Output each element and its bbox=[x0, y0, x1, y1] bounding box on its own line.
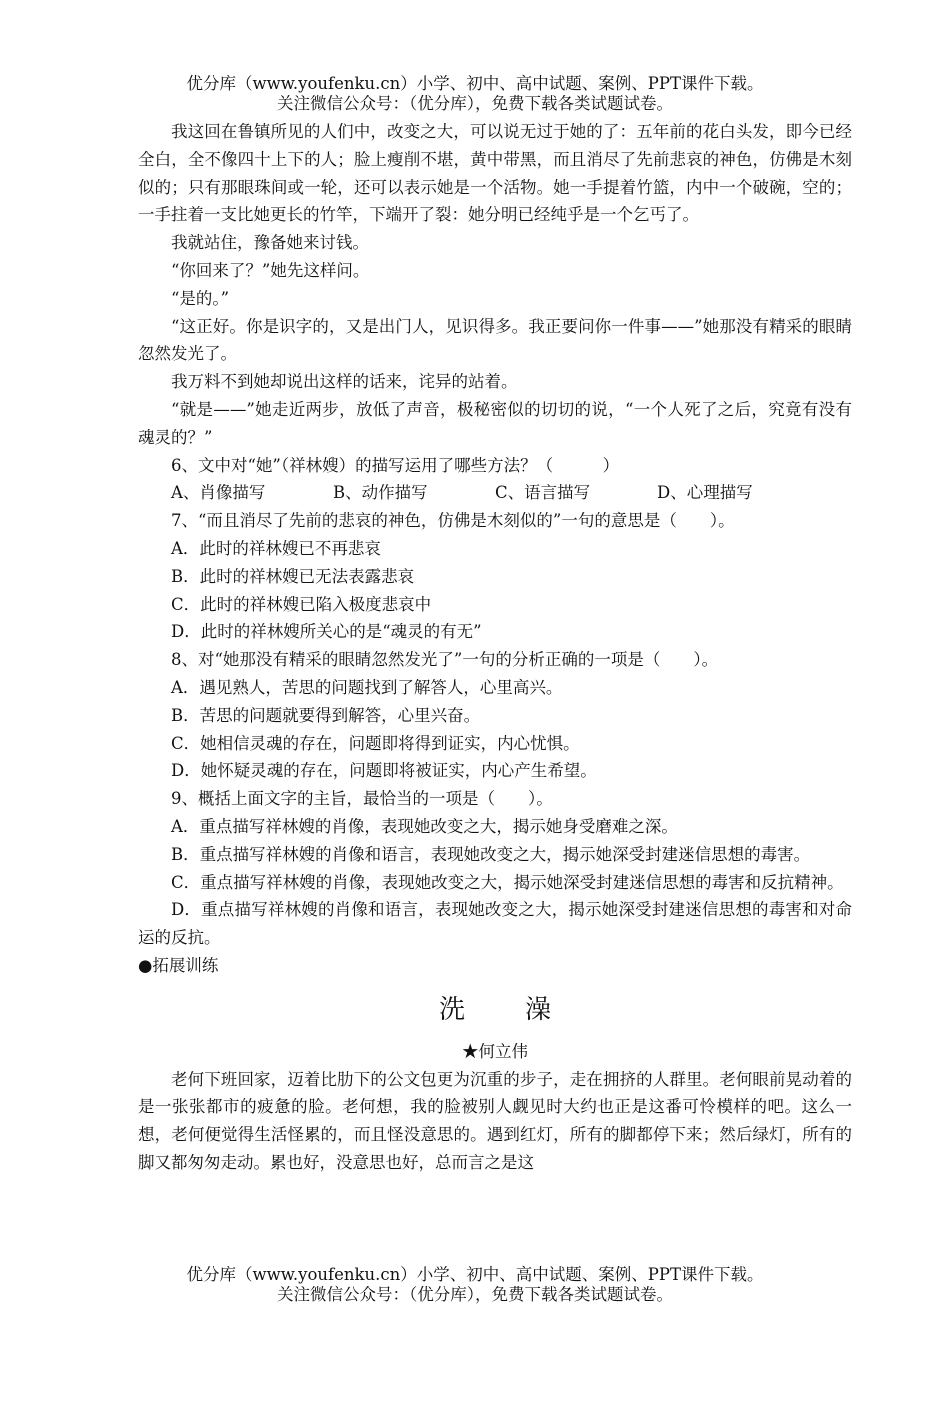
story-title-char-1: 洗 bbox=[438, 994, 465, 1025]
passage-paragraph: “这正好。你是识字的，又是出门人，见识得多。我正要问你一件事——”她那没有精采的眼睛忽然发光了。 bbox=[138, 316, 852, 364]
question-7-stem: 7、“而且消尽了先前的悲哀的神色，仿佛是木刻似的”一句的意思是（ ）。 bbox=[171, 511, 735, 531]
story-title bbox=[138, 984, 852, 1036]
question-8-option-a: A．遇见熟人，苦思的问题找到了解答人，心里高兴。 bbox=[171, 677, 563, 697]
question-9-option-c: C．重点描写祥林嫂的肖像，表现她改变之大，揭示她深受封建迷信思想的毒害和反抗精神。 bbox=[171, 872, 844, 892]
header-line-2: 关注微信公众号：（优分库），免费下载各类试题试卷。 bbox=[277, 94, 673, 113]
page-header bbox=[0, 74, 950, 114]
question-6-options bbox=[138, 479, 852, 507]
section-label: ●拓展训练 bbox=[138, 955, 219, 975]
question-8-option-b: B．苦思的问题就要得到解答，心里兴奋。 bbox=[171, 705, 481, 725]
question-6-option-c: C、语言描写 bbox=[495, 483, 591, 503]
passage-paragraph: “就是——”她走近两步，放低了声音，极秘密似的切切的说，“一个人死了之后，究竟有没有魂灵的？” bbox=[138, 399, 852, 447]
question-9-option-d: D．重点描写祥林嫂的肖像和语言，表现她改变之大，揭示她深受封建迷信思想的毒害和对命运的反抗。 bbox=[138, 900, 852, 948]
passage-paragraph: “你回来了？”她先这样问。 bbox=[171, 260, 370, 280]
question-8-option-c: C．她相信灵魂的存在，问题即将得到证实，内心忧惧。 bbox=[171, 733, 580, 753]
question-6-option-a: A、肖像描写 bbox=[171, 483, 266, 503]
question-6-stem: 6、文中对“她”（祥林嫂）的描写运用了哪些方法？（ ） bbox=[171, 455, 620, 475]
page-footer bbox=[0, 1265, 950, 1305]
passage-paragraph: 我就站住，豫备她来讨钱。 bbox=[171, 233, 369, 253]
story-title-char-2: 澡 bbox=[525, 994, 552, 1025]
question-6-option-b: B、动作描写 bbox=[333, 483, 428, 503]
footer-line-1: 优分库（www.youfenku.cn）小学、初中、高中试题、案例、PPT课件下载。 bbox=[186, 1265, 764, 1284]
question-8-stem: 8、对“她那没有精采的眼睛忽然发光了”一句的分析正确的一项是（ ）。 bbox=[171, 650, 719, 670]
header-line-1: 优分库（www.youfenku.cn）小学、初中、高中试题、案例、PPT课件下载。 bbox=[186, 74, 764, 93]
document-body bbox=[138, 118, 852, 1177]
story-author: ★何立伟 bbox=[462, 1041, 528, 1061]
question-6-option-d: D、心理描写 bbox=[657, 483, 753, 503]
question-9-option-a: A．重点描写祥林嫂的肖像，表现她改变之大，揭示她身受磨难之深。 bbox=[171, 816, 678, 836]
question-7-option-c: C．此时的祥林嫂已陷入极度悲哀中 bbox=[171, 594, 432, 614]
question-8-option-d: D．她怀疑灵魂的存在，问题即将被证实，内心产生希望。 bbox=[171, 761, 597, 781]
question-7-option-d: D．此时的祥林嫂所关心的是“魂灵的有无” bbox=[171, 622, 482, 642]
question-9-option-b: B．重点描写祥林嫂的肖像和语言，表现她改变之大，揭示她深受封建迷信思想的毒害。 bbox=[171, 844, 811, 864]
passage-paragraph: 我这回在鲁镇所见的人们中，改变之大，可以说无过于她的了：五年前的花白头发，即今已经全白，全不像四十上下的人；脸上瘦削不堪，黄中带黑，而且消尽了先前悲哀的神色，仿佛是木刻似的；只有那眼珠间或一轮，还可以表示她是一个活物。她一手提着竹篮，内中一个破碗，空的；一手拄着一支比她更长的竹竿，下端开了裂：她分明已经纯乎是一个乞丐了。 bbox=[138, 122, 852, 225]
story-paragraph: 老何下班回家，迈着比肋下的公文包更为沉重的步子，走在拥挤的人群里。老何眼前晃动着的是一张张都市的疲惫的脸。老何想，我的脸被别人觑见时大约也正是这番可怜模样的吧。这么一想，老何便觉得生活怪累的，而且怪没意思的。遇到红灯，所有的脚都停下来；然后绿灯，所有的脚又都匆匆走动。累也好，没意思也好，总而言之是这 bbox=[138, 1069, 852, 1172]
passage-paragraph: “是的。” bbox=[171, 288, 230, 308]
question-7-option-b: B．此时的祥林嫂已无法表露悲哀 bbox=[171, 566, 415, 586]
footer-line-2: 关注微信公众号：（优分库），免费下载各类试题试卷。 bbox=[277, 1285, 673, 1304]
question-7-option-a: A．此时的祥林嫂已不再悲哀 bbox=[171, 538, 381, 558]
question-9-stem: 9、概括上面文字的主旨，最恰当的一项是（ ）。 bbox=[171, 789, 553, 809]
passage-paragraph: 我万料不到她却说出这样的话来，诧异的站着。 bbox=[171, 372, 518, 392]
